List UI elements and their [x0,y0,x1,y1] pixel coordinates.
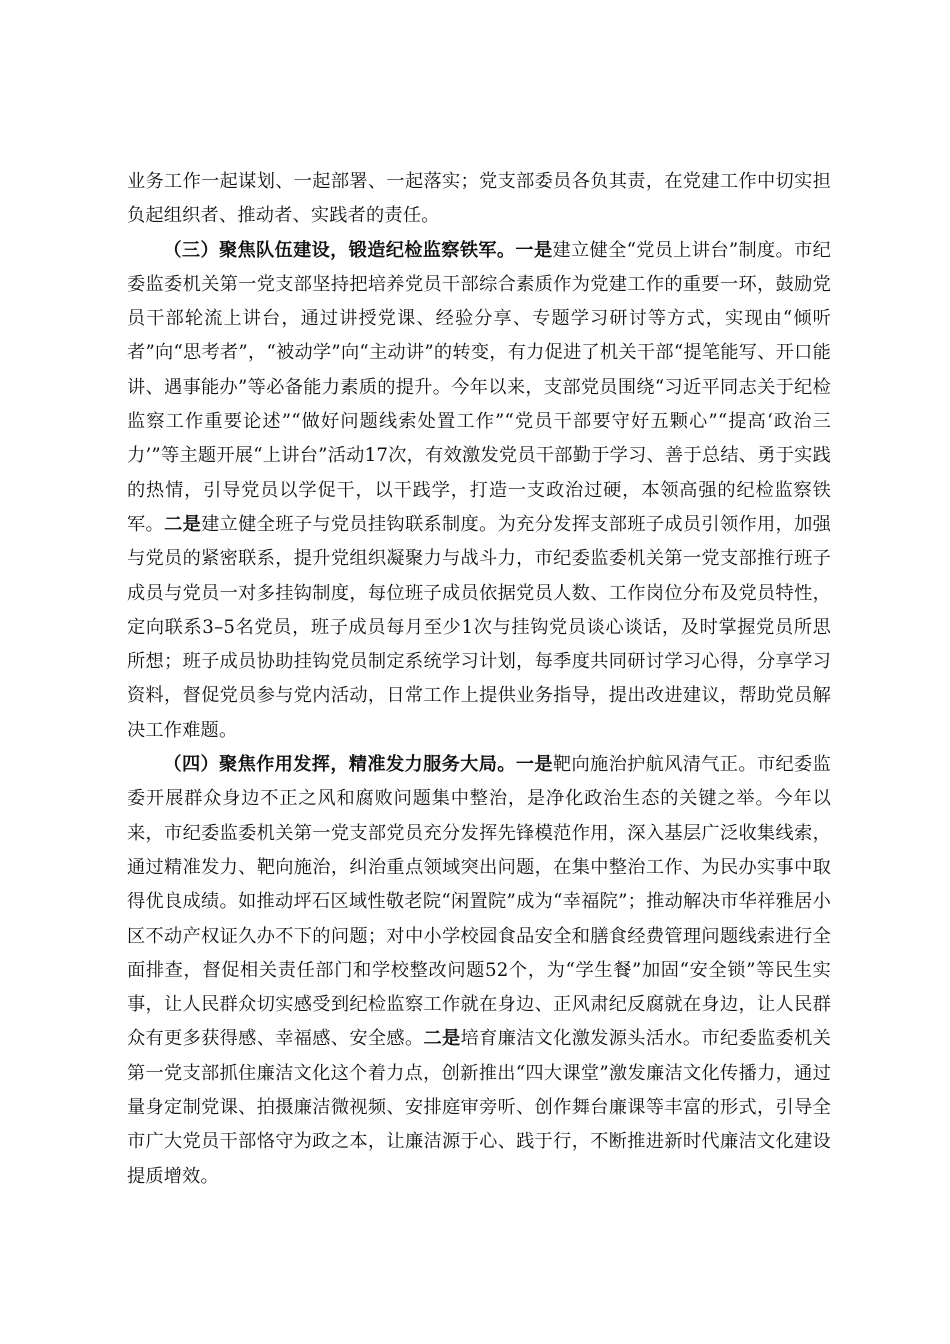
body-text: 建立健全“党员上讲台”制度。市纪委监委机关第一党支部坚持把培养党员干部综合素质作为党建工作的重要一环，鼓励党员干部轮流上讲台，通过讲授党课、经验分享、专题学习研讨等方式，实现由“倾听者”向“思考者”，“被动学”向“主动讲”的转变，有力促进了机关干部“提笔能写、开口能讲、遇事能办”等必备能力素质的提升。今年以来，支部党员围绕“习近平同志关于纪检监察工作重要论述”“做好问题线索处置工作”“党员干部要守好五颗心”“提高‘政治三力’”等主题开展“上讲台”活动17次，有效激发党员干部勤于学习、善于总结、勇于实践的热情，引导党员以学促干，以干践学，打造一支政治过硬，本领高强的纪检监察铁军。 [127,239,832,535]
body-text: 培育廉洁文化激发源头活水。市纪委监委机关第一党支部抓住廉洁文化这个着力点，创新推出“四大课堂”激发廉洁文化传播力，通过量身定制党课、拍摄廉洁微视频、安排庭审旁听、创作舞台廉课等丰富的形式，引导全市广大党员干部恪守为政之本，让廉洁源于心、践于行，不断推进新时代廉洁文化建设提质增效。 [127,1028,831,1187]
point-label-one: 一是 [515,239,553,261]
paragraph-section-4 [127,748,831,1194]
body-text: 靶向施治护航风清气正。市纪委监委开展群众身边不正之风和腐败问题集中整治，是净化政治生态的关键之举。今年以来，市纪委监委机关第一党支部党员充分发挥先锋模范作用，深入基层广泛收集线索，通过精准发力、靶向施治，纠治重点领域突出问题，在集中整治工作、为民办实事中取得优良成绩。如推动坪石区域性敬老院“闲置院”成为“幸福院”；推动解决市华祥雅居小区不动产权证久办不下的问题；对中小学校园食品安全和膳食经费管理问题线索进行全面排查，督促相关责任部门和学校整改问题52个，为“学生餐”加固“安全锁”等民生实事，让人民群众切实感受到纪检监察工作就在身边、正风肃纪反腐就在身边，让人民群众有更多获得感、幸福感、安全感。 [127,754,831,1050]
point-label-one: 一是 [515,754,553,776]
point-label-two: 二是 [164,513,202,535]
paragraph-continuation [127,165,831,234]
document-body [127,165,831,1194]
body-text: 业务工作一起谋划、一起部署、一起落实；党支部委员各负其责，在党建工作中切实担负起组织者、推动者、实践者的责任。 [127,171,831,227]
section-heading-3: （三）聚焦队伍建设，锻造纪检监察铁军。 [163,239,516,261]
section-heading-4: （四）聚焦作用发挥，精准发力服务大局。 [163,754,516,776]
paragraph-section-3 [127,234,831,748]
point-label-two: 二是 [423,1028,461,1050]
body-text: 建立健全班子与党员挂钩联系制度。为充分发挥支部班子成员引领作用，加强与党员的紧密联系，提升党组织凝聚力与战斗力，市纪委监委机关第一党支部推行班子成员与党员一对多挂钩制度，每位班子成员依据党员人数、工作岗位分布及党员特性，定向联系3–5名党员，班子成员每月至少1次与挂钩党员谈心谈话，及时掌握党员所思所想；班子成员协助挂钩党员制定系统学习计划，每季度共同研讨学习心得，分享学习资料，督促党员参与党内活动，日常工作上提供业务指导，提出改进建议，帮助党员解决工作难题。 [127,513,831,741]
